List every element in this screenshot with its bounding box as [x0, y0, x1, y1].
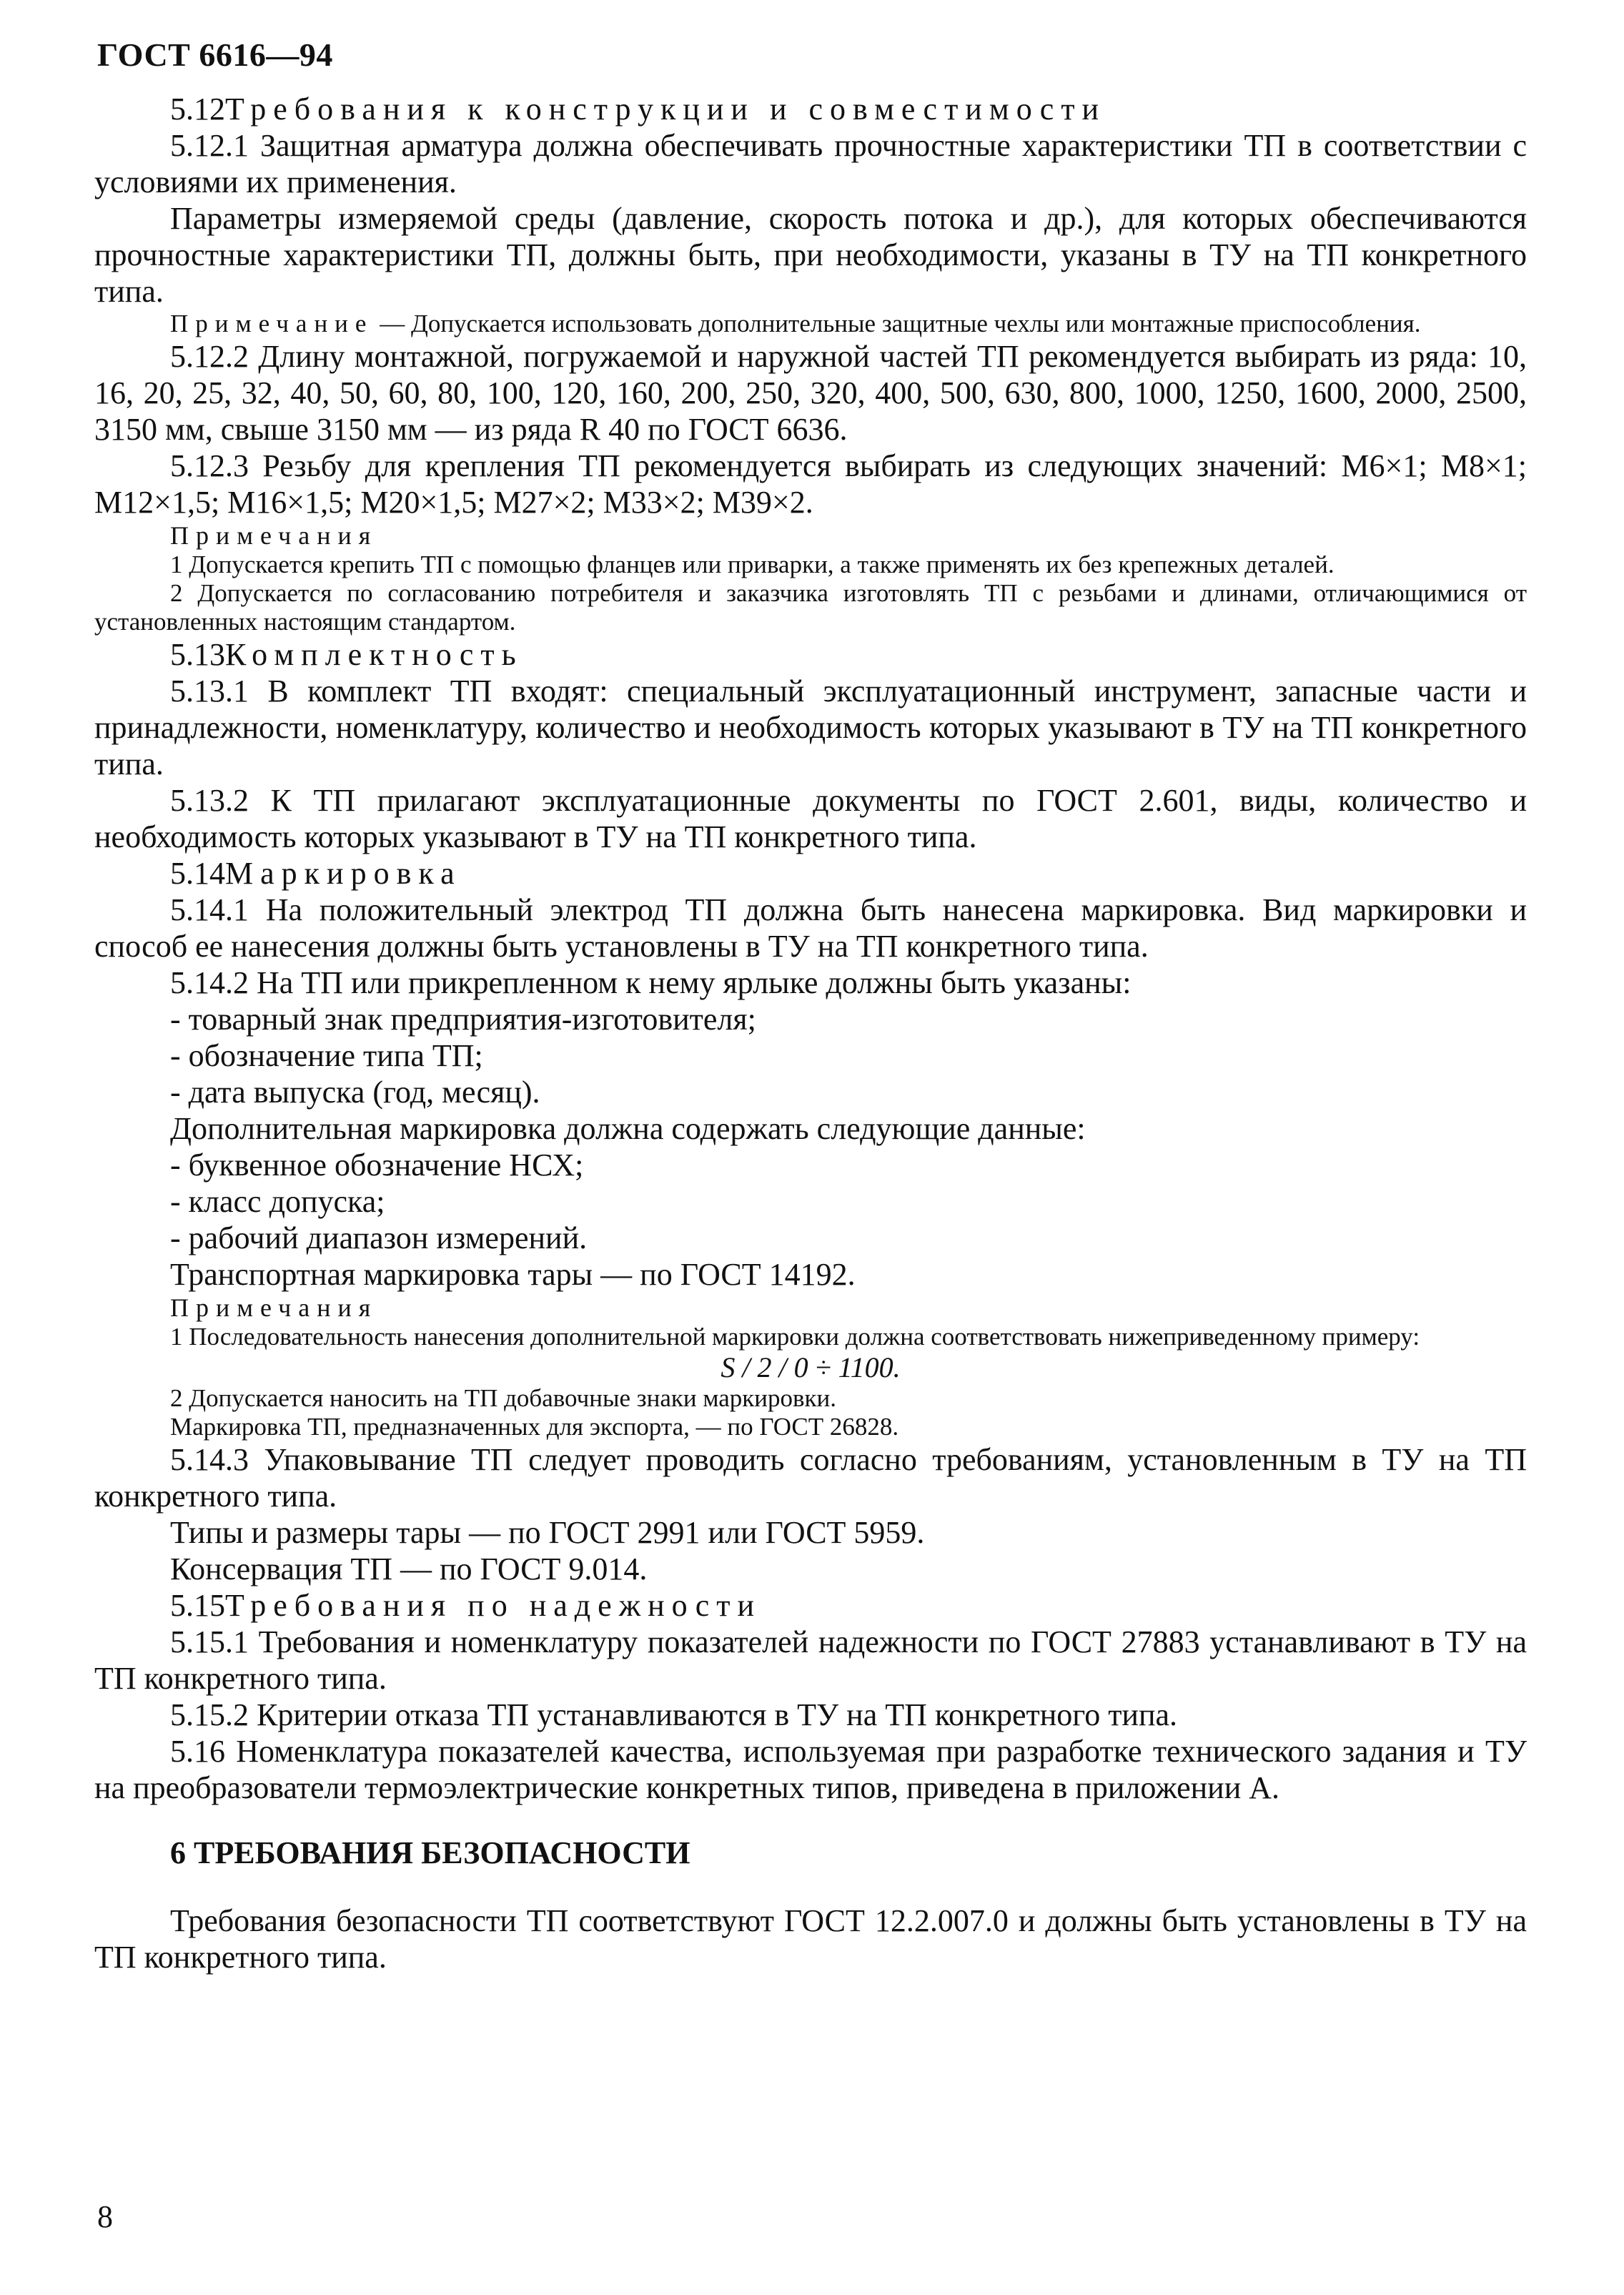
paragraph: 5.15.2 Критерии отказа ТП устанавливаются в ТУ на ТП конкретного типа.	[170, 1697, 1178, 1732]
section-title: Требования по надежности	[225, 1588, 762, 1623]
paragraph: 5.13.2 К ТП прилагают эксплуатационные документы по ГОСТ 2.601, виды, количество и необходимость которых указывают в ТУ на ТП конкретного типа.	[94, 783, 1527, 854]
document-header: ГОСТ 6616—94	[97, 36, 333, 73]
section-number: 5.15	[170, 1588, 225, 1623]
section-title: Маркировка	[225, 856, 462, 891]
section-5-14-heading	[94, 855, 1527, 892]
marking-example-formula: S / 2 / 0 ÷ 1100.	[721, 1351, 901, 1383]
section-5-13-heading	[94, 636, 1527, 673]
paragraph: 5.14.1 На положительный электрод ТП должна быть нанесена маркировка. Вид маркировки и способ ее нанесения должны быть установлены в ТУ на ТП конкретного типа.	[94, 892, 1527, 964]
paragraph: 5.16 Номенклатура показателей качества, используемая при разработке технического задания и ТУ на преобразователи термоэлектрические конкретных типов, приведена в приложении А.	[94, 1734, 1527, 1805]
paragraph: Требования безопасности ТП соответствуют ГОСТ 12.2.007.0 и должны быть установлены в ТУ на ТП конкретного типа.	[94, 1903, 1527, 1975]
list-item: - товарный знак предприятия-изготовителя;	[170, 1002, 756, 1037]
list-item: - буквенное обозначение НСХ;	[170, 1148, 584, 1183]
paragraph: Консервация ТП — по ГОСТ 9.014.	[170, 1551, 648, 1586]
section-number: 5.14	[170, 856, 225, 891]
paragraph: 5.14.2 На ТП или прикрепленном к нему ярлыке должны быть указаны:	[170, 965, 1132, 1000]
list-item: - дата выпуска (год, месяц).	[170, 1075, 540, 1110]
notes-label: Примечания	[170, 1293, 378, 1322]
paragraph: 5.12.3 Резьбу для крепления ТП рекомендуется выбирать из следующих значений: M6×1; M8×1; M12×1,5; M16×1,5; M20×1,5; M27×2; M33×2; M39×2.	[94, 448, 1527, 520]
list-item: - рабочий диапазон измерений.	[170, 1220, 588, 1255]
paragraph: Транспортная маркировка тары — по ГОСТ 14192.	[170, 1257, 856, 1292]
section-title: Комплектность	[225, 637, 523, 672]
notes-label: Примечания	[170, 521, 378, 550]
section-6-heading: 6 ТРЕБОВАНИЯ БЕЗОПАСНОСТИ	[170, 1835, 690, 1870]
section-number: 5.13	[170, 637, 225, 672]
section-5-12-heading	[94, 91, 1527, 127]
page-number: 8	[97, 2199, 113, 2234]
note-text: — Допускается использовать дополнительные защитные чехлы или монтажные приспособления.	[373, 310, 1421, 337]
paragraph: 5.13.1 В комплект ТП входят: специальный эксплуатационный инструмент, запасные части и принадлежности, номенклатуру, количество и необходимость которых указывают в ТУ на ТП конкретного типа.	[94, 673, 1527, 781]
paragraph: 5.12.1 Защитная арматура должна обеспечивать прочностные характеристики ТП в соответствии с условиями их применения.	[94, 128, 1527, 199]
list-item: - обозначение типа ТП;	[170, 1038, 483, 1073]
section-5-15-heading	[94, 1587, 1527, 1624]
paragraph: 5.12.2 Длину монтажной, погружаемой и наружной частей ТП рекомендуется выбирать из ряда: 10, 16, 20, 25, 32, 40, 50, 60, 80, 100, 120, 160, 200, 250, 320, 400, 500, 630, 800, 1000, 1250, 1600, 2000, 2500, 3150 мм, свыше 3150 мм — из ряда R 40 по ГОСТ 6636.	[94, 339, 1527, 447]
note-item: 2 Допускается наносить на ТП добавочные знаки маркировки.	[170, 1384, 837, 1412]
paragraph: 5.15.1 Требования и номенклатуру показателей надежности по ГОСТ 27883 устанавливают в ТУ на ТП конкретного типа.	[94, 1624, 1527, 1696]
note-label: Примечание	[170, 310, 374, 337]
document-page	[94, 36, 1527, 1975]
list-item: - класс допуска;	[170, 1184, 385, 1219]
note-item: 2 Допускается по согласованию потребителя и заказчика изготовлять ТП с резьбами и длинами, отличающимися от установленных настоящим стандартом.	[94, 579, 1527, 636]
section-number: 5.12	[170, 92, 225, 127]
paragraph: Типы и размеры тары — по ГОСТ 2991 или ГОСТ 5959.	[170, 1515, 925, 1550]
paragraph: Дополнительная маркировка должна содержать следующие данные:	[170, 1111, 1086, 1146]
paragraph: Параметры измеряемой среды (давление, скорость потока и др.), для которых обеспечиваются прочностные характеристики ТП, должны быть, при необходимости, указаны в ТУ на ТП конкретного типа.	[94, 201, 1527, 309]
note-item: Маркировка ТП, предназначенных для экспорта, — по ГОСТ 26828.	[170, 1413, 899, 1441]
section-title: Требования к конструкции и совместимости	[225, 92, 1106, 127]
note-item: 1 Последовательность нанесения дополнительной маркировки должна соответствовать нижеприведенному примеру:	[170, 1323, 1420, 1351]
note-item: 1 Допускается крепить ТП с помощью фланцев или приварки, а также применять их без крепежных деталей.	[170, 551, 1335, 578]
note	[94, 310, 1527, 338]
paragraph: 5.14.3 Упаковывание ТП следует проводить согласно требованиям, установленным в ТУ на ТП конкретного типа.	[94, 1442, 1527, 1514]
